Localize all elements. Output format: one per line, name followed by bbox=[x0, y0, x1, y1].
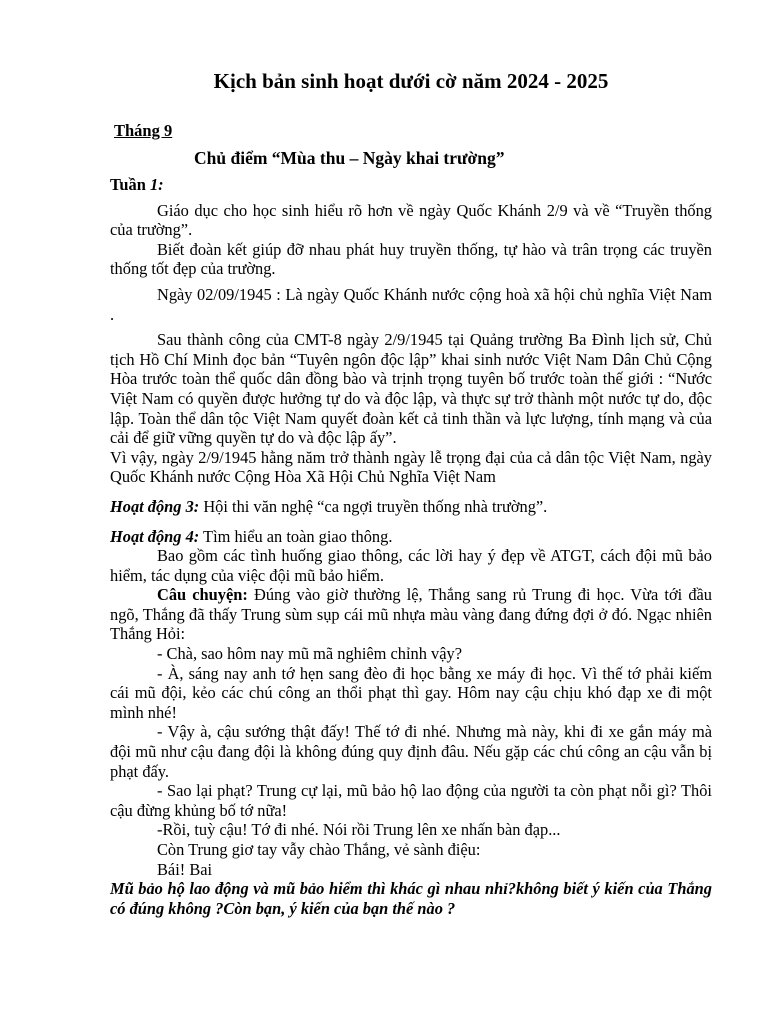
story-line: Bái! Bai bbox=[157, 859, 213, 879]
document-title: Kịch bản sinh hoạt dưới cờ năm 2024 - 2025 bbox=[213, 69, 609, 93]
activity-4-intro: Bao gồm các tình huống giao thông, các lời hay ý đẹp về ATGT, cách đội mũ bảo hiểm, tác dụng của việc đội mũ bảo hiểm. bbox=[110, 546, 712, 585]
document-body bbox=[110, 175, 712, 918]
paragraph-goal-1: Giáo dục cho học sinh hiểu rõ hơn về ngày Quốc Khánh 2/9 và về “Truyền thống của trường”. bbox=[110, 200, 712, 240]
theme-heading: Chủ điểm “Mùa thu – Ngày khai trường” bbox=[194, 148, 505, 168]
story-line: - Vậy à, cậu sướng thật đấy! Thế tớ đi nhé. Nhưng mà này, khi đi xe gắn máy mà đội mũ như cậu đang đội là không đúng quy định đâu. Nếu gặp các chú công an cậu vẫn bị phạt đấy. bbox=[110, 722, 712, 781]
paragraph-goal-2: Biết đoàn kết giúp đỡ nhau phát huy truyền thống, tự hào và trân trọng các truyền thống tốt đẹp của trường. bbox=[110, 239, 712, 279]
activity-3 bbox=[110, 497, 712, 517]
activity-3-text: Hội thi văn nghệ “ca ngợi truyền thống nhà trường”. bbox=[199, 496, 548, 516]
activity-4-text: Tìm hiểu an toàn giao thông. bbox=[199, 526, 393, 546]
story-label: Câu chuyện: bbox=[157, 585, 248, 605]
week-number: 1: bbox=[149, 175, 164, 194]
story-intro bbox=[110, 585, 712, 644]
paragraph-national-day: Ngày 02/09/1945 : Là ngày Quốc Khánh nước cộng hoà xã hội chủ nghĩa Việt Nam . bbox=[110, 284, 712, 324]
story-text: Đúng vào giờ thường lệ, Thắng sang rủ Trung đi học. Vừa tới đầu ngõ, Thắng đã thấy Trung sùm sụp cái mũ nhựa màu vàng đang đứng đợi ở đó. Ngạc nhiên Thắng Hỏi: bbox=[110, 585, 712, 644]
month-heading: Tháng 9 bbox=[114, 121, 173, 140]
activity-3-label: Hoạt động 3: bbox=[110, 496, 200, 516]
story-line: Còn Trung giơ tay vẫy chào Thắng, vẻ sành điệu: bbox=[157, 840, 481, 859]
activity-4-label: Hoạt động 4: bbox=[110, 526, 200, 546]
closing-question: Mũ bảo hộ lao động và mũ bảo hiểm thì khác gì nhau nhỉ?không biết ý kiến của Thắng có đúng không ?Còn bạn, ý kiến của bạn thế nào ? bbox=[110, 879, 712, 918]
week-label: Tuần bbox=[110, 175, 150, 194]
paragraph-history: Sau thành công của CMT-8 ngày 2/9/1945 tại Quảng trường Ba Đình lịch sử, Chủ tịch Hồ Chí Minh đọc bản “Tuyên ngôn độc lập” khai sinh nước Việt Nam Dân Chủ Cộng Hòa trước toàn thể quốc dân đồng bào và trịnh trọng tuyên bố trước toàn thế giới : “Nước Việt Nam có quyền được hưởng tự do và độc lập, và thực sự trở thành một nước tự do, độc lập. Toàn thể dân tộc Việt Nam quyết đoàn kết cả tinh thần và lực lượng, tính mạng và của cải để giữ vững quyền tự do và độc lập ấy”. bbox=[110, 330, 712, 448]
week-heading bbox=[110, 175, 712, 195]
story-line: -Rồi, tuỳ cậu! Tớ đi nhé. Nói rồi Trung lên xe nhấn bàn đạp... bbox=[157, 820, 561, 840]
paragraph-conclusion: Vì vậy, ngày 2/9/1945 hằng năm trở thành ngày lễ trọng đại của cả dân tộc Việt Nam, ngày Quốc Khánh nước Cộng Hòa Xã Hội Chủ Nghĩa Việt Nam bbox=[110, 447, 712, 487]
story-line: - Sao lại phạt? Trung cự lại, mũ bảo hộ lao động của người ta còn phạt nỗi gì? Thôi cậu đừng khủng bố tớ nữa! bbox=[110, 781, 712, 820]
story-line: - À, sáng nay anh tớ hẹn sang đèo đi học bằng xe máy đi học. Vì thế tớ phải kiếm cái mũ đội, kẻo các chú công an thổi phạt thì gay. Hôm nay cậu chịu khó đạp xe đi một mình nhé! bbox=[110, 663, 712, 722]
story-line: - Chà, sao hôm nay mũ mã nghiêm chỉnh vậy? bbox=[157, 644, 462, 664]
activity-4 bbox=[110, 527, 712, 547]
